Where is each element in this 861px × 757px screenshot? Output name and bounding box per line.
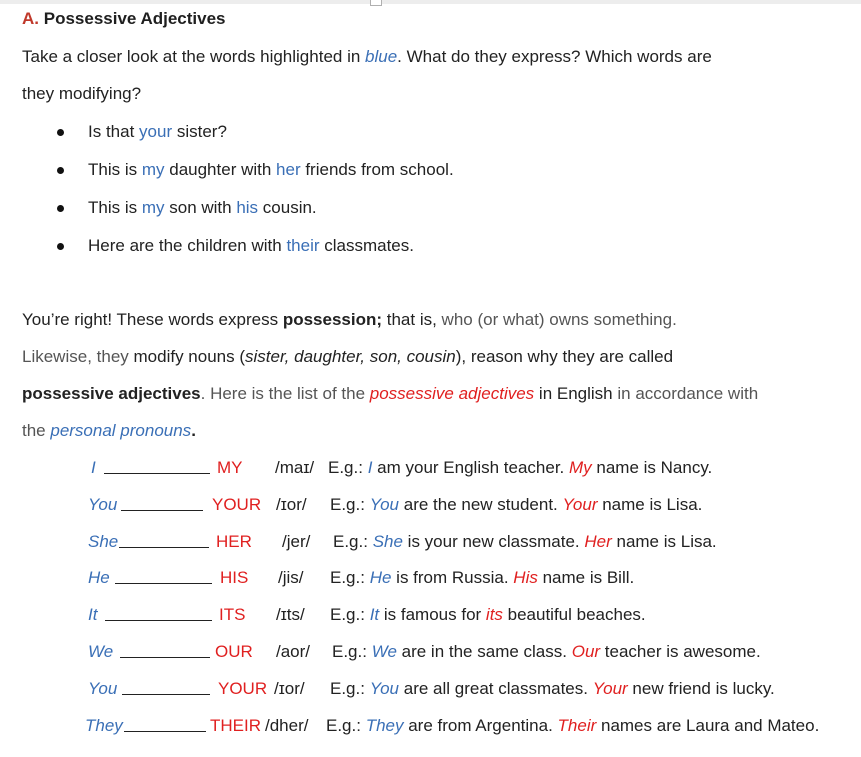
- blank-line: [121, 495, 203, 511]
- eg-label: E.g.:: [328, 458, 363, 477]
- intro-text-2: . What do they express? Which words are: [397, 47, 712, 66]
- text: in accordance with: [617, 384, 759, 403]
- bullet-text: sister?: [172, 122, 227, 141]
- example-adjective: Our: [571, 642, 601, 661]
- example-text: beautiful beaches.: [502, 605, 646, 624]
- example-text: name is Lisa.: [611, 532, 717, 551]
- bullet-text: cousin.: [258, 198, 317, 217]
- example-adjective: its: [485, 605, 503, 624]
- text: who (or what) owns something.: [441, 310, 677, 329]
- bullet-text: classmates.: [319, 236, 414, 255]
- table-row: [0, 532, 861, 556]
- highlight-word: their: [286, 236, 320, 255]
- example-pronoun: You: [369, 495, 400, 514]
- example-text: is from Russia.: [391, 568, 514, 587]
- intro-line-2: they modifying?: [22, 84, 142, 103]
- text: that is,: [382, 310, 442, 329]
- table-row: [0, 568, 861, 592]
- example-adjective: My: [568, 458, 592, 477]
- example-sentence: [330, 605, 646, 625]
- explanation-line-4: [22, 412, 852, 449]
- bullet-text: Here are the children with: [88, 236, 287, 255]
- italic-text: sister, daughter, son, cousin: [245, 347, 456, 366]
- example-text: is famous for: [379, 605, 486, 624]
- bullet-text: daughter with: [164, 160, 277, 179]
- possessive-adjective: OUR: [215, 642, 253, 661]
- table-row: [0, 642, 861, 666]
- example-sentence: [328, 458, 712, 478]
- pronoun: It: [88, 605, 98, 624]
- pronunciation: /jis/: [278, 568, 304, 587]
- bullet-dot: [57, 205, 64, 212]
- pronunciation: /dher/: [265, 716, 309, 735]
- table-row: [0, 605, 861, 629]
- eg-label: E.g.:: [326, 716, 361, 735]
- eg-label: E.g.:: [330, 495, 365, 514]
- pronoun: We: [88, 642, 114, 661]
- blank-line: [124, 716, 206, 732]
- example-sentence: [332, 642, 761, 662]
- eg-label: E.g.:: [330, 568, 365, 587]
- possessive-adjective: THEIR: [210, 716, 261, 735]
- possessive-adjective: HER: [216, 532, 252, 551]
- pronunciation: /maɪ/: [275, 458, 315, 477]
- table-row: [0, 495, 861, 519]
- highlight-word: your: [139, 122, 173, 141]
- example-sentence: [326, 716, 819, 736]
- eg-label: E.g.:: [330, 679, 365, 698]
- bold-text: possession;: [282, 310, 383, 329]
- table-row: [0, 716, 861, 740]
- text: in English: [534, 384, 618, 403]
- red-italic-text: possessive adjectives: [369, 384, 535, 403]
- blue-italic-text: personal pronouns: [50, 421, 192, 440]
- bullet-text: Is that: [88, 122, 140, 141]
- section-heading: [22, 9, 226, 29]
- highlight-word: my: [141, 198, 165, 217]
- bullet-dot: [57, 243, 64, 250]
- example-pronoun: They: [365, 716, 404, 735]
- example-text: are all great classmates.: [399, 679, 593, 698]
- blank-line: [105, 605, 212, 621]
- bold-text: possessive adjectives: [22, 384, 201, 403]
- pronoun: You: [88, 495, 118, 514]
- example-sentence: [330, 495, 702, 515]
- example-text: new friend is lucky.: [627, 679, 775, 698]
- example-adjective: Their: [557, 716, 597, 735]
- table-row: [0, 458, 861, 482]
- example-text: names are Laura and Mateo.: [596, 716, 820, 735]
- text: You’re right! These words express: [22, 310, 283, 329]
- pronoun: You: [88, 679, 118, 698]
- pronunciation: /aor/: [276, 642, 311, 661]
- possessive-adjective: YOUR: [212, 495, 262, 514]
- pronunciation: /jer/: [282, 532, 311, 551]
- heading-letter: A.: [22, 9, 39, 28]
- example-text: name is Bill.: [537, 568, 635, 587]
- pronunciation: /ɪts/: [276, 605, 305, 624]
- blank-line: [119, 532, 209, 548]
- eg-label: E.g.:: [330, 605, 365, 624]
- pronunciation: /ɪor/: [274, 679, 305, 698]
- possessive-adjective: MY: [217, 458, 243, 477]
- text: modify nouns (: [133, 347, 245, 366]
- example-adjective: Her: [584, 532, 612, 551]
- intro-blue-word: blue: [365, 47, 398, 66]
- possessive-adjective: HIS: [220, 568, 249, 587]
- bullet-dot: [57, 167, 64, 174]
- text: . Here is the list of the: [200, 384, 370, 403]
- example-pronoun: We: [371, 642, 397, 661]
- highlight-word: my: [141, 160, 165, 179]
- bullet-text: This is: [88, 160, 142, 179]
- example-text: name is Lisa.: [597, 495, 703, 514]
- eg-label: E.g.:: [332, 642, 367, 661]
- example-pronoun: It: [369, 605, 380, 624]
- text: ), reason why they are called: [455, 347, 674, 366]
- example-text: teacher is awesome.: [600, 642, 761, 661]
- pronoun: I: [91, 458, 96, 477]
- possessive-adjective: ITS: [219, 605, 246, 624]
- intro-text-1: Take a closer look at the words highlighted in: [22, 47, 366, 66]
- pronunciation: /ɪor/: [276, 495, 307, 514]
- explanation-line-1: [22, 301, 852, 338]
- example-text: am your English teacher.: [372, 458, 569, 477]
- blank-line: [115, 568, 212, 584]
- heading-text: Possessive Adjectives: [43, 9, 226, 28]
- explanation-line-3: [22, 375, 852, 412]
- example-text: are the new student.: [399, 495, 563, 514]
- example-text: name is Nancy.: [591, 458, 713, 477]
- eg-label: E.g.:: [333, 532, 368, 551]
- example-pronoun: You: [369, 679, 400, 698]
- table-row: [0, 679, 861, 703]
- example-adjective: Your: [592, 679, 628, 698]
- example-pronoun: I: [367, 458, 373, 477]
- possessive-adjective: YOUR: [218, 679, 268, 698]
- blank-line: [120, 642, 210, 658]
- pronoun: She: [88, 532, 119, 551]
- example-sentence: [333, 532, 717, 552]
- highlight-word: her: [276, 160, 301, 179]
- example-adjective: Your: [562, 495, 598, 514]
- intro-paragraph: [22, 38, 852, 112]
- explanation-line-2: [22, 338, 852, 375]
- example-sentence: [330, 679, 775, 699]
- example-text: is your new classmate.: [402, 532, 585, 551]
- page-marker: [370, 0, 382, 6]
- intro-line-1: [22, 38, 852, 75]
- bullet-text: son with: [164, 198, 237, 217]
- example-pronoun: He: [369, 568, 392, 587]
- bullet-dot: [57, 129, 64, 136]
- bullet-text: This is: [88, 198, 142, 217]
- example-sentence: [330, 568, 634, 588]
- text: .: [191, 421, 196, 440]
- pronoun: They: [85, 716, 123, 735]
- example-text: are from Argentina.: [403, 716, 558, 735]
- text: the: [22, 421, 51, 440]
- example-adjective: His: [513, 568, 538, 587]
- highlight-word: his: [236, 198, 259, 217]
- page-top-border: [0, 0, 861, 4]
- text: Likewise, they: [22, 347, 134, 366]
- pronoun: He: [88, 568, 110, 587]
- bullet-text: friends from school.: [300, 160, 454, 179]
- example-pronoun: She: [372, 532, 403, 551]
- blank-line: [122, 679, 210, 695]
- example-text: are in the same class.: [396, 642, 572, 661]
- blank-line: [104, 458, 210, 474]
- explanation-paragraph: [22, 301, 852, 449]
